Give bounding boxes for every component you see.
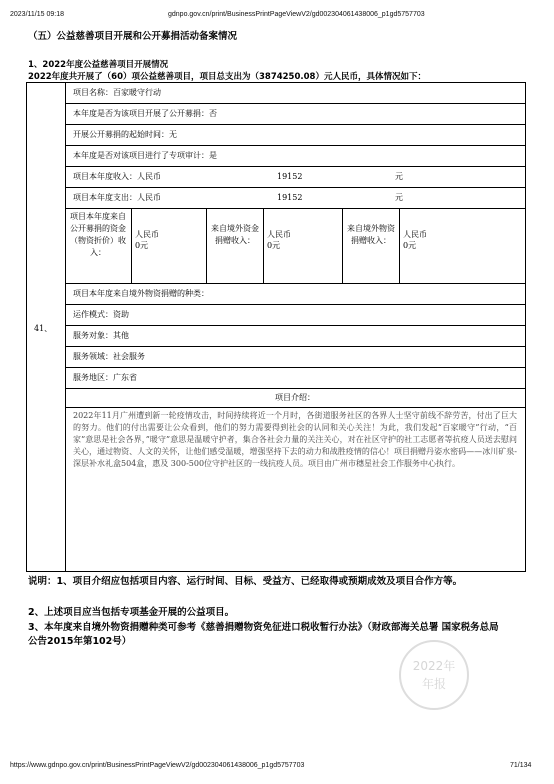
intro-text: 2022年11月广州遭到新一轮疫情攻击，时间持续将近一个月时，各街道服务社区的各界人士坚守前线不辞劳苦，付出了巨大的努力。他们的付出需要让公众看到，他们的努力需要得到社会的认同和关心关注！为此，我们发起“百家暖守”行动，“百家”意思是社会各界，”暖守”意思是温暖守护者，集合各社会力量的关注关心，对在社区守护的社工志愿者等抗疫人员送去慰问关心，通过物资、人文的关怀，让他们感受温暖，增强坚持下去的动力和战胜疫情的信心！项目捐赠丹姿水密码——冰川矿泉-深层补水礼盒504盒，惠及 300-500位守护社区的一线抗疫人员。项目由广州市穗星社会工作服务中心执行。 <box>73 411 517 468</box>
subsection-title: 1、2022年度公益慈善项目开展情况 <box>28 60 169 70</box>
breakdown-col2-value: 0元 <box>267 241 281 250</box>
row-expense <box>65 188 525 209</box>
summary-line: 2022年度共开展了（60）项公益慈善项目，项目总支出为（3874250.08）元人民币，具体情况如下： <box>28 72 426 82</box>
row-project-name <box>65 83 525 104</box>
row-public-fundraising <box>65 104 525 125</box>
foreign-material-types-text: 项目本年度来自境外物资捐赠的种类： <box>73 289 209 298</box>
breakdown-col1-currency: 人民币 <box>135 230 159 239</box>
breakdown-col2-label-cell <box>207 209 264 283</box>
row-intro-title <box>65 389 525 408</box>
income-value: 19152 <box>277 172 303 181</box>
item-number-cell <box>27 83 66 571</box>
intro-body <box>65 408 525 568</box>
expense-unit: 元 <box>395 193 403 202</box>
breakdown-col2-value-cell <box>264 209 343 283</box>
start-time-text: 开展公开募捐的起始时间：无 <box>73 130 177 139</box>
row-service-region <box>65 368 525 389</box>
breakdown-col3-label: 来自境外物资捐赠收入： <box>347 224 395 245</box>
public-fundraising-text: 本年度是否为该项目开展了公开募捐：否 <box>73 109 217 118</box>
breakdown-col1-label-cell <box>65 209 132 283</box>
breakdown-col3-value: 0元 <box>403 241 417 250</box>
breakdown-col1-value-cell <box>132 209 207 283</box>
item-number: 41、 <box>34 324 53 333</box>
breakdown-col2-label: 来自境外资金捐赠收入： <box>211 224 259 245</box>
row-income-breakdown <box>65 209 525 284</box>
expense-label: 项目本年度支出：人民币 <box>73 193 161 202</box>
income-unit: 元 <box>395 172 403 181</box>
breakdown-col3-label-cell <box>343 209 400 283</box>
row-operation-mode <box>65 305 525 326</box>
breakdown-col1-value: 0元 <box>135 241 149 250</box>
income-label: 项目本年度收入：人民币 <box>73 172 161 181</box>
breakdown-col3-value-cell <box>400 209 525 283</box>
print-url: gdnpo.gov.cn/print/BusinessPrintPageViewV2/gd002304061438006_p1gd5757703 <box>168 11 425 18</box>
page-number: 71/134 <box>510 762 532 769</box>
breakdown-col2-currency: 人民币 <box>267 230 291 239</box>
print-datetime: 2023/11/15 09:18 <box>10 11 64 18</box>
project-name: 项目名称：百家暖守行动 <box>73 88 161 97</box>
note-3: 3、本年度来自境外物资捐赠种类可参考《慈善捐赠物资免征进口税收暂行办法》（财政部海关总署 国家税务总局公告2015年第102号） <box>28 622 499 647</box>
intro-title: 项目介绍： <box>275 393 315 402</box>
row-service-target <box>65 326 525 347</box>
section-title: （五）公益慈善项目开展和公开募捐活动备案情况 <box>28 31 238 42</box>
watermark-line1: 2022年 <box>412 659 456 673</box>
service-target-text: 服务对象：其他 <box>73 331 129 340</box>
row-service-field <box>65 347 525 368</box>
watermark-line2: 年报 <box>421 677 446 691</box>
project-details <box>65 83 525 572</box>
row-audit <box>65 146 525 167</box>
footer-url: https://www.gdnpo.gov.cn/print/BusinessPrintPageViewV2/gd002304061438006_p1gd5757703 <box>10 762 305 769</box>
annual-report-watermark <box>399 640 469 710</box>
expense-value: 19152 <box>277 193 303 202</box>
row-income <box>65 167 525 188</box>
breakdown-col3-currency: 人民币 <box>403 230 427 239</box>
operation-mode-text: 运作模式：资助 <box>73 310 129 319</box>
audit-text: 本年度是否对该项目进行了专项审计：是 <box>73 151 217 160</box>
row-foreign-material-types <box>65 284 525 305</box>
breakdown-col1-label: 项目本年度来自公开募捐的资金（物资折价）收入： <box>70 212 126 257</box>
service-region-text: 服务地区：广东省 <box>73 373 137 382</box>
service-field-text: 服务领域：社会服务 <box>73 352 145 361</box>
note-2: 2、上述项目应当包括专项基金开展的公益项目。 <box>28 607 235 618</box>
note-1: 说明：1、项目介绍应包括项目内容、运行时间、目标、受益方、已经取得或预期成效及项目合作方等。 <box>28 576 463 587</box>
row-start-time <box>65 125 525 146</box>
